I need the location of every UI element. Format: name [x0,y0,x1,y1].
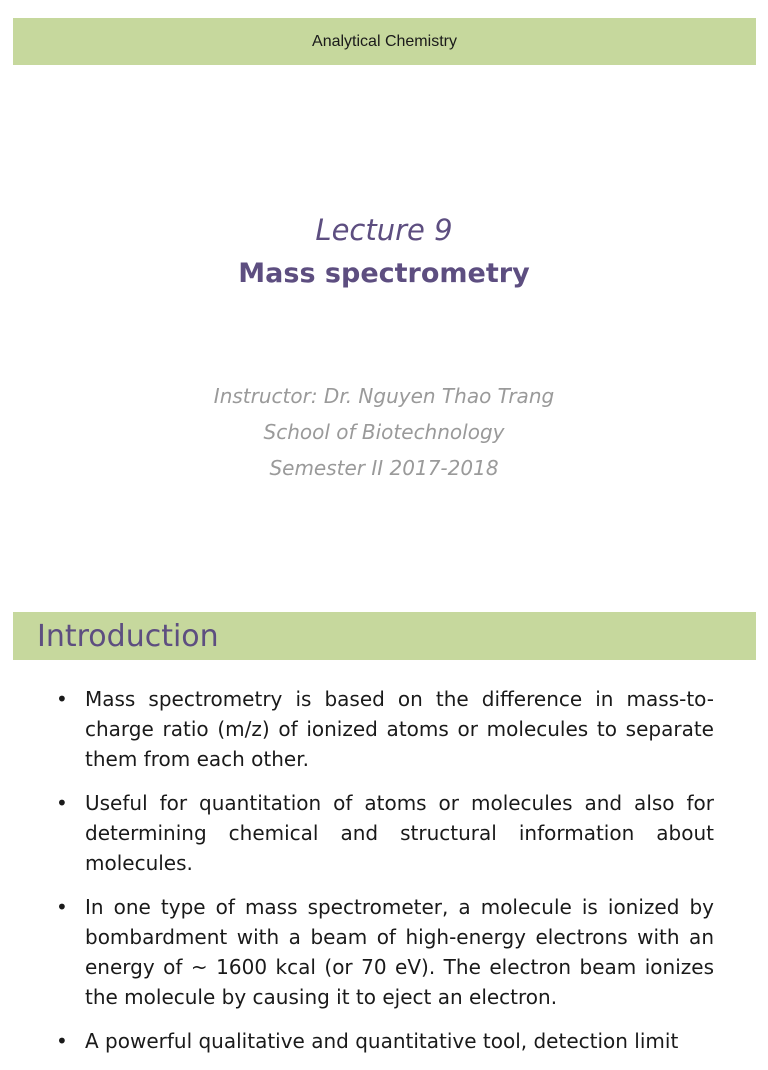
school-name: School of Biotechnology [263,420,505,444]
bullet-mark: • [56,895,68,919]
header-title: Analytical Chemistry [312,32,457,50]
header-bar [13,18,756,65]
bullet-mark: • [56,791,68,815]
section-header-bar [13,612,756,660]
lecture-subject: Mass spectrometry [238,258,530,289]
bullet-mark: • [56,1029,68,1053]
list-item [56,684,714,774]
bullet-text: A powerful qualitative and quantitative tool, detection limit [85,1029,679,1053]
semester: Semester II 2017-2018 [269,456,499,480]
lecture-number: Lecture 9 [315,213,453,247]
bullet-text: In one type of mass spectrometer, a molecule is ionized by bombardment with a beam of high-energy electrons with an energy of ~ 1600 kcal (or 70 eV). The electron beam ionizes the molecule by causing it to eject an electron. [85,895,714,1009]
instructor-name: Instructor: Dr. Nguyen Thao Trang [213,384,555,408]
instructor-info [0,378,768,486]
list-item [56,1026,714,1056]
bullet-text: Mass spectrometry is based on the difference in mass-to-charge ratio (m/z) of ionized atoms or molecules to separate them from each other. [85,687,714,771]
list-item [56,788,714,878]
bullet-text: Useful for quantitation of atoms or molecules and also for determining chemical and structural information about molecules. [85,791,714,875]
title-block [0,208,768,296]
bullet-mark: • [56,687,68,711]
bullet-list [56,684,714,1070]
list-item [56,892,714,1012]
section-heading: Introduction [37,618,219,654]
